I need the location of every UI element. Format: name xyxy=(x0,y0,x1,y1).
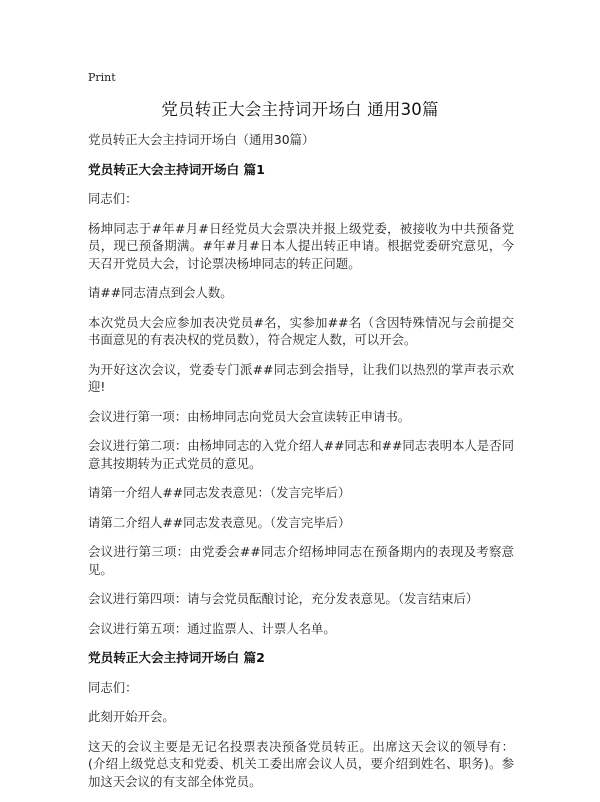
paragraph: 这天的会议主要是无记名投票表决预备党员转正。出席这天会议的领导有：(介绍上级党总支和党委、机关工委出席会议人员，要介绍到姓名、职务)。参加这天会议的有支部全体党员。 xyxy=(88,738,514,789)
paragraph: 请##同志清点到会人数。 xyxy=(88,285,233,300)
paragraph: 同志们： xyxy=(88,191,138,206)
document-subtitle: 党员转正大会主持词开场白（通用30篇） xyxy=(88,132,315,147)
section-2 xyxy=(88,649,514,790)
paragraph: 请第二介绍人##同志发表意见。（发言完毕后） xyxy=(88,514,351,530)
section-1 xyxy=(88,161,514,638)
document-title: 党员转正大会主持词开场白 通用30篇 xyxy=(161,100,439,119)
section-heading: 党员转正大会主持词开场白 篇2 xyxy=(88,650,265,665)
paragraph: 会议进行第二项：由杨坤同志的入党介绍人##同志和##同志表明本人是否同意其按期转为正式党员的意见。 xyxy=(88,438,514,471)
document-content xyxy=(88,131,514,802)
paragraph: 请第一介绍人##同志发表意见：（发言完毕后） xyxy=(88,485,351,500)
paragraph: 本次党员大会应参加表决党员#名，实参加##名（含因特殊情况与会前提交书面意见的有表决权的党员数），符合规定人数，可以开会。 xyxy=(88,314,514,347)
section-heading: 党员转正大会主持词开场白 篇1 xyxy=(88,161,265,177)
paragraph: 同志们： xyxy=(88,679,138,695)
paragraph: 为开好这次会议，党委专门派##同志到会指导，让我们以热烈的掌声表示欢迎! xyxy=(88,361,514,394)
paragraph: 杨坤同志于#年#月#日经党员大会票决并报上级党委，被接收为中共预备党员，现已预备期满。#年#月#日本人提出转正申请。根据党委研究意见，今天召开党员大会，讨论票决杨坤同志的转正问题。 xyxy=(88,220,514,271)
paragraph: 会议进行第五项：通过监票人、计票人名单。 xyxy=(88,620,336,636)
paragraph: 会议进行第四项：请与会党员酝酿讨论，充分发表意见。（发言结束后） xyxy=(88,591,479,606)
print-link[interactable]: Print xyxy=(88,71,116,84)
paragraph: 会议进行第三项：由党委会##同志介绍杨坤同志在预备期内的表现及考察意见。 xyxy=(88,544,514,577)
paragraph: 会议进行第一项：由杨坤同志向党员大会宣读转正申请书。 xyxy=(88,408,411,424)
paragraph: 此刻开始开会。 xyxy=(88,709,175,724)
